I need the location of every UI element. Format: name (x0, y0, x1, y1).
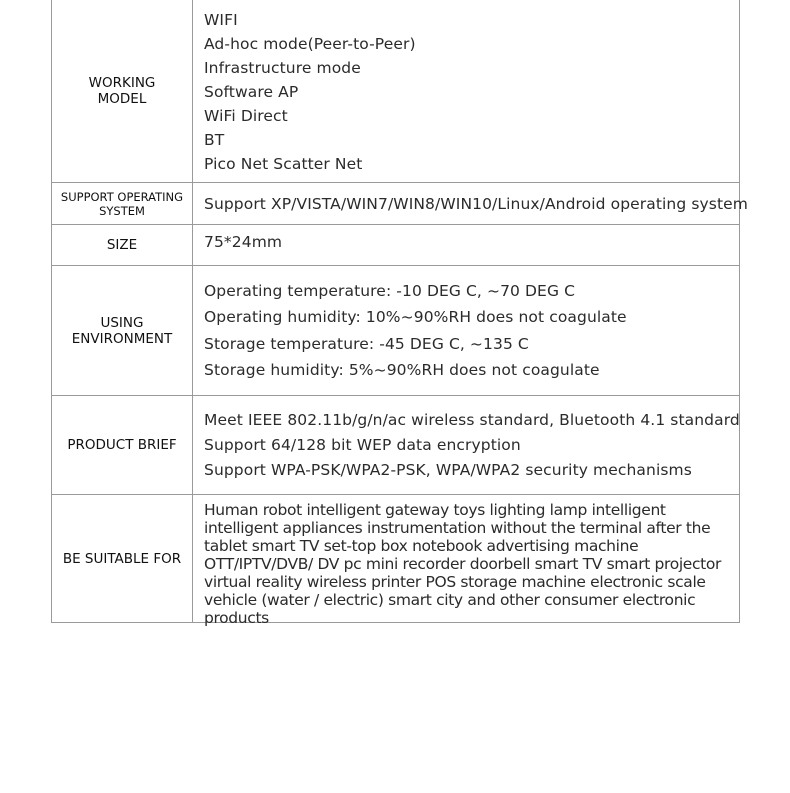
working-model-line: WiFi Direct (204, 107, 288, 125)
operating-system-value (193, 183, 748, 224)
working-model-line: Infrastructure mode (204, 59, 361, 77)
working-model-line: BT (204, 131, 225, 149)
size-row (51, 225, 740, 266)
environment-line: Operating temperature: -10 DEG C, ~70 DEG C (204, 281, 576, 300)
size-value (193, 225, 739, 265)
working-model-row (51, 0, 740, 183)
environment-line: Operating humidity: 10%~90%RH does not coagulate (204, 308, 627, 326)
brief-line: Support WPA-PSK/WPA2-PSK, WPA/WPA2 security mechanisms (204, 460, 692, 479)
suitable-for-text: Human robot intelligent gateway toys lighting lamp intelligent intelligent appliances instrumentation without the terminal after the tablet smart TV set-top box notebook advertising machine OTT/IPTV/DVB/ DV pc mini recorder doorbell smart TV smart projector virtual reality wireless printer POS storage machine electronic scale vehicle (water / electric) smart city and other consumer electronic products (204, 501, 722, 627)
brief-line: Meet IEEE 802.11b/g/n/ac wireless standard, Bluetooth 4.1 standard (204, 410, 740, 429)
working-model-line: Software AP (204, 83, 299, 101)
working-model-line: Ad-hoc mode(Peer-to-Peer) (204, 35, 416, 53)
working-model-value (193, 0, 739, 182)
working-model-label: WORKING MODEL (52, 0, 193, 182)
using-environment-label: USING ENVIRONMENT (52, 266, 193, 395)
suitable-for-label: BE SUITABLE FOR (52, 495, 193, 622)
operating-system-label: SUPPORT OPERATING SYSTEM (52, 183, 193, 224)
brief-line: Support 64/128 bit WEP data encryption (204, 435, 521, 454)
suitable-for-row (51, 495, 740, 627)
suitable-for-value (193, 495, 739, 627)
using-environment-row (51, 266, 740, 396)
using-environment-value (193, 266, 739, 395)
operating-system-row (51, 183, 748, 225)
operating-system-text: Support XP/VISTA/WIN7/WIN8/WIN10/Linux/Android operating system (204, 194, 748, 213)
product-brief-row (51, 396, 740, 495)
size-text: 75*24mm (204, 233, 283, 251)
environment-line: Storage temperature: -45 DEG C, ~135 C (204, 334, 529, 353)
size-label: SIZE (52, 225, 193, 265)
environment-line: Storage humidity: 5%~90%RH does not coagulate (204, 361, 600, 379)
product-brief-label: PRODUCT BRIEF (52, 396, 193, 494)
working-model-line: WIFI (204, 11, 238, 29)
product-brief-value (193, 396, 740, 494)
working-model-line: Pico Net Scatter Net (204, 155, 363, 173)
spec-table (51, 0, 748, 627)
